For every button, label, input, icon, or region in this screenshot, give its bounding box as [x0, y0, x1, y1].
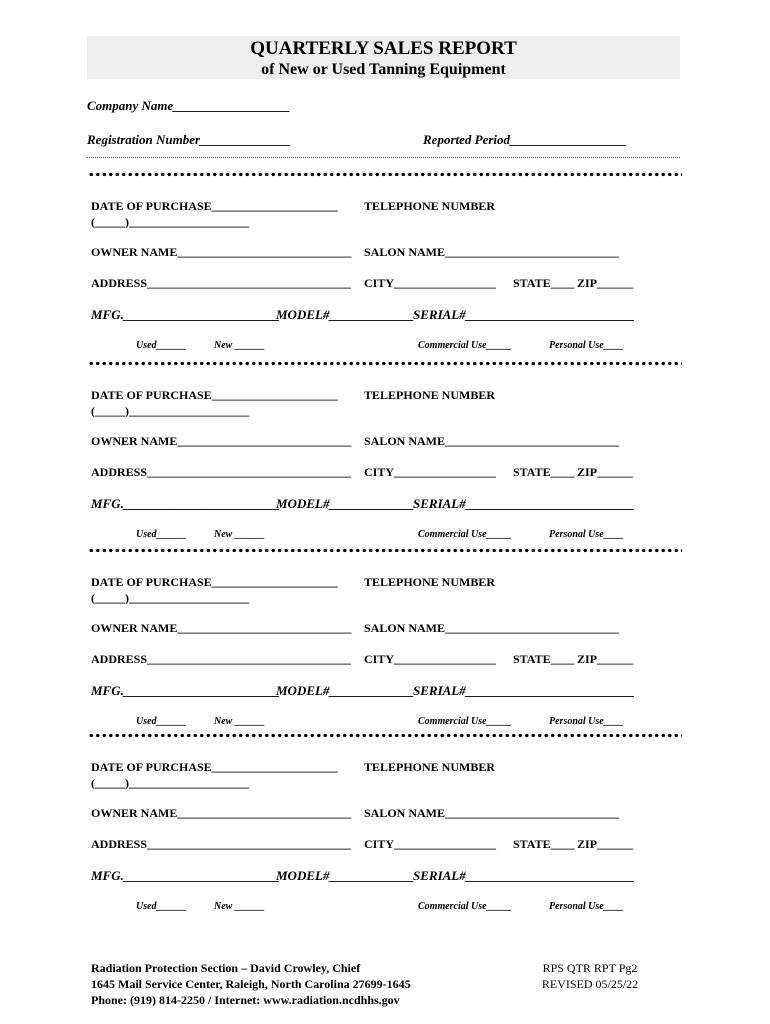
state-field[interactable]: STATE____: [513, 652, 575, 666]
report-header: [87, 36, 680, 79]
telephone-number-field[interactable]: (_____)____________________: [91, 215, 249, 229]
model-field[interactable]: MODEL#_____________: [276, 496, 414, 511]
date-of-purchase-field[interactable]: DATE OF PURCHASE_____________________: [91, 388, 338, 402]
mfg-field[interactable]: MFG.________________________: [91, 307, 280, 322]
date-of-purchase-field[interactable]: DATE OF PURCHASE_____________________: [91, 575, 338, 589]
mfg-field[interactable]: MFG.________________________: [91, 496, 280, 511]
city-field[interactable]: CITY_________________: [364, 465, 497, 479]
form-id: RPS QTR RPT Pg2: [542, 961, 638, 975]
owner-name-field[interactable]: OWNER NAME_____________________________: [91, 245, 352, 259]
salon-name-field[interactable]: SALON NAME_____________________________: [364, 434, 620, 448]
used-checkbox[interactable]: Used______: [136, 901, 187, 912]
new-checkbox[interactable]: New ______: [214, 529, 265, 540]
registration-number-field[interactable]: Registration Number______________: [87, 132, 292, 147]
company-name-field[interactable]: Company Name__________________: [87, 98, 291, 113]
reported-period-field[interactable]: Reported Period__________________: [423, 132, 628, 147]
address-field[interactable]: ADDRESS__________________________________: [91, 652, 352, 666]
section-separator: [88, 548, 682, 553]
model-field[interactable]: MODEL#_____________: [276, 868, 414, 883]
personal-use-checkbox[interactable]: Personal Use____: [549, 529, 624, 540]
zip-field[interactable]: ZIP______: [577, 276, 634, 290]
address-field[interactable]: ADDRESS__________________________________: [91, 837, 352, 851]
personal-use-checkbox[interactable]: Personal Use____: [549, 340, 624, 351]
telephone-number-field[interactable]: (_____)____________________: [91, 776, 249, 790]
section-separator: [88, 361, 682, 366]
owner-name-field[interactable]: OWNER NAME_____________________________: [91, 621, 352, 635]
zip-field[interactable]: ZIP______: [577, 652, 634, 666]
telephone-number-label: TELEPHONE NUMBER: [364, 575, 496, 589]
footer-address: [91, 960, 411, 1008]
state-field[interactable]: STATE____: [513, 465, 575, 479]
page-subtitle: of New or Used Tanning Equipment: [261, 61, 506, 78]
section-separator: [88, 172, 682, 177]
commercial-use-checkbox[interactable]: Commercial Use_____: [418, 901, 512, 912]
telephone-number-label: TELEPHONE NUMBER: [364, 199, 496, 213]
commercial-use-checkbox[interactable]: Commercial Use_____: [418, 340, 512, 351]
model-field[interactable]: MODEL#_____________: [276, 307, 414, 322]
personal-use-checkbox[interactable]: Personal Use____: [549, 716, 624, 727]
used-checkbox[interactable]: Used______: [136, 340, 187, 351]
address-field[interactable]: ADDRESS__________________________________: [91, 465, 352, 479]
mfg-field[interactable]: MFG.________________________: [91, 683, 280, 698]
telephone-number-field[interactable]: (_____)____________________: [91, 404, 249, 418]
used-checkbox[interactable]: Used______: [136, 716, 187, 727]
owner-name-field[interactable]: OWNER NAME_____________________________: [91, 434, 352, 448]
footer-line-1: Radiation Protection Section – David Crowley, Chief: [91, 961, 361, 975]
footer-line-3: Phone: (919) 814-2250 / Internet: www.radiation.ncdhhs.gov: [91, 993, 400, 1007]
commercial-use-checkbox[interactable]: Commercial Use_____: [418, 716, 512, 727]
zip-field[interactable]: ZIP______: [577, 837, 634, 851]
salon-name-field[interactable]: SALON NAME_____________________________: [364, 806, 620, 820]
telephone-number-label: TELEPHONE NUMBER: [364, 388, 496, 402]
telephone-number-field[interactable]: (_____)____________________: [91, 591, 249, 605]
serial-field[interactable]: SERIAL#__________________________: [413, 868, 635, 883]
personal-use-checkbox[interactable]: Personal Use____: [549, 901, 624, 912]
mfg-field[interactable]: MFG.________________________: [91, 868, 280, 883]
commercial-use-checkbox[interactable]: Commercial Use_____: [418, 529, 512, 540]
section-separator: [88, 733, 682, 738]
telephone-number-label: TELEPHONE NUMBER: [364, 760, 496, 774]
footer-form-info: [520, 960, 660, 992]
city-field[interactable]: CITY_________________: [364, 276, 497, 290]
divider: [87, 157, 680, 158]
used-checkbox[interactable]: Used______: [136, 529, 187, 540]
serial-field[interactable]: SERIAL#__________________________: [413, 683, 635, 698]
new-checkbox[interactable]: New ______: [214, 340, 265, 351]
date-of-purchase-field[interactable]: DATE OF PURCHASE_____________________: [91, 199, 338, 213]
state-field[interactable]: STATE____: [513, 276, 575, 290]
new-checkbox[interactable]: New ______: [214, 901, 265, 912]
model-field[interactable]: MODEL#_____________: [276, 683, 414, 698]
salon-name-field[interactable]: SALON NAME_____________________________: [364, 621, 620, 635]
footer-line-2: 1645 Mail Service Center, Raleigh, North Carolina 27699-1645: [91, 977, 411, 991]
city-field[interactable]: CITY_________________: [364, 837, 497, 851]
state-field[interactable]: STATE____: [513, 837, 575, 851]
serial-field[interactable]: SERIAL#__________________________: [413, 307, 635, 322]
page-title: QUARTERLY SALES REPORT: [250, 38, 517, 59]
salon-name-field[interactable]: SALON NAME_____________________________: [364, 245, 620, 259]
address-field[interactable]: ADDRESS__________________________________: [91, 276, 352, 290]
date-of-purchase-field[interactable]: DATE OF PURCHASE_____________________: [91, 760, 338, 774]
zip-field[interactable]: ZIP______: [577, 465, 634, 479]
new-checkbox[interactable]: New ______: [214, 716, 265, 727]
revised-date: REVISED 05/25/22: [541, 977, 639, 991]
owner-name-field[interactable]: OWNER NAME_____________________________: [91, 806, 352, 820]
serial-field[interactable]: SERIAL#__________________________: [413, 496, 635, 511]
city-field[interactable]: CITY_________________: [364, 652, 497, 666]
